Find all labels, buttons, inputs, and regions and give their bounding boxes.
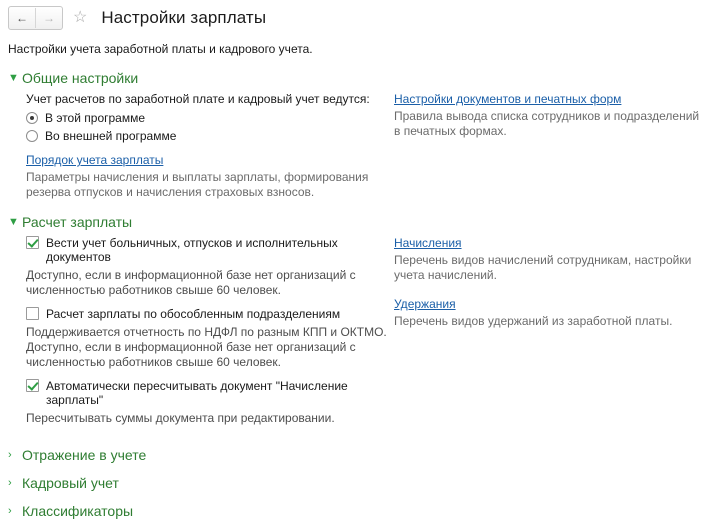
- navigation-buttons: [8, 6, 63, 30]
- section-classifiers: [8, 503, 706, 519]
- section-general: [8, 70, 706, 200]
- section-payroll-left-column: [8, 236, 388, 435]
- section-general-right-column: [388, 92, 706, 200]
- documents-print-forms-settings-hint: Правила вывода списка сотрудников и подразделений в печатных формах.: [394, 109, 700, 138]
- title-bar: [0, 0, 714, 34]
- checkbox-icon-checked: [26, 379, 39, 392]
- radio-in-this-program[interactable]: [26, 111, 388, 125]
- arrow-left-icon: ←: [16, 11, 28, 25]
- checkbox-auto-recalc-hint: Пересчитывать суммы документа при редактировании.: [26, 411, 335, 425]
- radio-in-external-program[interactable]: [26, 129, 388, 143]
- section-general-header[interactable]: [8, 70, 706, 86]
- checkbox-separate-divisions-label: Расчет зарплаты по обособленным подразделениям: [46, 307, 341, 321]
- checkbox-sick-leave[interactable]: [26, 236, 388, 264]
- chevron-right-icon: ›: [8, 476, 12, 489]
- section-payroll: [8, 214, 706, 435]
- section-hr-accounting-title: Кадровый учет: [22, 475, 119, 491]
- accounting-mode-label: Учет расчетов по заработной плате и кадровый учет ведутся:: [26, 92, 370, 106]
- checkbox-sick-leave-label: Вести учет больничных, отпусков и исполнительных документов: [46, 236, 338, 264]
- chevron-down-icon: ▼: [8, 71, 19, 84]
- page-subtitle: Настройки учета заработной платы и кадрового учета.: [8, 42, 313, 56]
- radio-icon: [26, 130, 38, 142]
- section-hr-accounting: [8, 475, 706, 491]
- section-general-body: [8, 92, 706, 200]
- checkbox-group-auto-recalc: [26, 379, 388, 426]
- section-general-title: Общие настройки: [22, 70, 139, 86]
- chevron-right-icon: ›: [8, 504, 12, 517]
- section-payroll-body: [8, 236, 706, 435]
- radio-in-this-program-label: В этой программе: [45, 111, 146, 125]
- back-button[interactable]: [9, 8, 36, 28]
- accruals-hint: Перечень видов начислений сотрудникам, настройки учета начислений.: [394, 253, 692, 282]
- deductions-block: [394, 297, 706, 329]
- page-title: Настройки зарплаты: [101, 8, 267, 27]
- checkbox-group-separate-divisions: [26, 307, 388, 370]
- payroll-accounting-order-hint: Параметры начисления и выплаты зарплаты, формирования резерва отпусков и начисления страховых взносов.: [26, 170, 369, 199]
- section-accounting-reflection-title: Отражение в учете: [22, 447, 147, 463]
- arrow-right-icon: →: [43, 11, 55, 25]
- section-accounting-reflection: [8, 447, 706, 463]
- chevron-down-icon: ▼: [8, 215, 19, 228]
- section-payroll-right-column: [388, 236, 706, 435]
- section-classifiers-header[interactable]: [8, 503, 706, 519]
- chevron-right-icon: ›: [8, 448, 12, 461]
- checkbox-separate-divisions-hint: Поддерживается отчетность по НДФЛ по разным КПП и ОКТМО. Доступно, если в информационной базе нет организаций с численностью работников свыше 60 человек.: [26, 325, 387, 369]
- checkbox-auto-recalc-label: Автоматически пересчитывать документ "Начисление зарплаты": [46, 379, 348, 407]
- checkbox-icon: [26, 307, 39, 320]
- star-icon[interactable]: ☆: [73, 9, 88, 26]
- deductions-link[interactable]: Удержания: [394, 297, 456, 311]
- radio-icon-checked: [26, 112, 38, 124]
- section-payroll-title: Расчет зарплаты: [22, 214, 133, 230]
- accruals-link[interactable]: Начисления: [394, 236, 462, 250]
- settings-content: [0, 70, 714, 519]
- checkbox-group-sick-leave: [26, 236, 388, 298]
- section-classifiers-title: Классификаторы: [22, 503, 134, 519]
- deductions-hint: Перечень видов удержаний из заработной платы.: [394, 314, 673, 328]
- section-accounting-reflection-header[interactable]: [8, 447, 706, 463]
- forward-button[interactable]: [36, 8, 62, 28]
- section-general-left-column: [8, 92, 388, 200]
- section-hr-accounting-header[interactable]: [8, 475, 706, 491]
- checkbox-sick-leave-hint: Доступно, если в информационной базе нет организаций с численностью работников свыше 60 человек.: [26, 268, 356, 297]
- radio-in-external-program-label: Во внешней программе: [45, 129, 177, 143]
- checkbox-auto-recalc[interactable]: [26, 379, 388, 407]
- checkbox-icon-checked: [26, 236, 39, 249]
- payroll-accounting-order-link[interactable]: Порядок учета зарплаты: [26, 153, 164, 167]
- section-payroll-header[interactable]: [8, 214, 706, 230]
- accruals-block: [394, 236, 706, 283]
- checkbox-separate-divisions[interactable]: [26, 307, 388, 321]
- documents-print-forms-settings-link[interactable]: Настройки документов и печатных форм: [394, 92, 622, 106]
